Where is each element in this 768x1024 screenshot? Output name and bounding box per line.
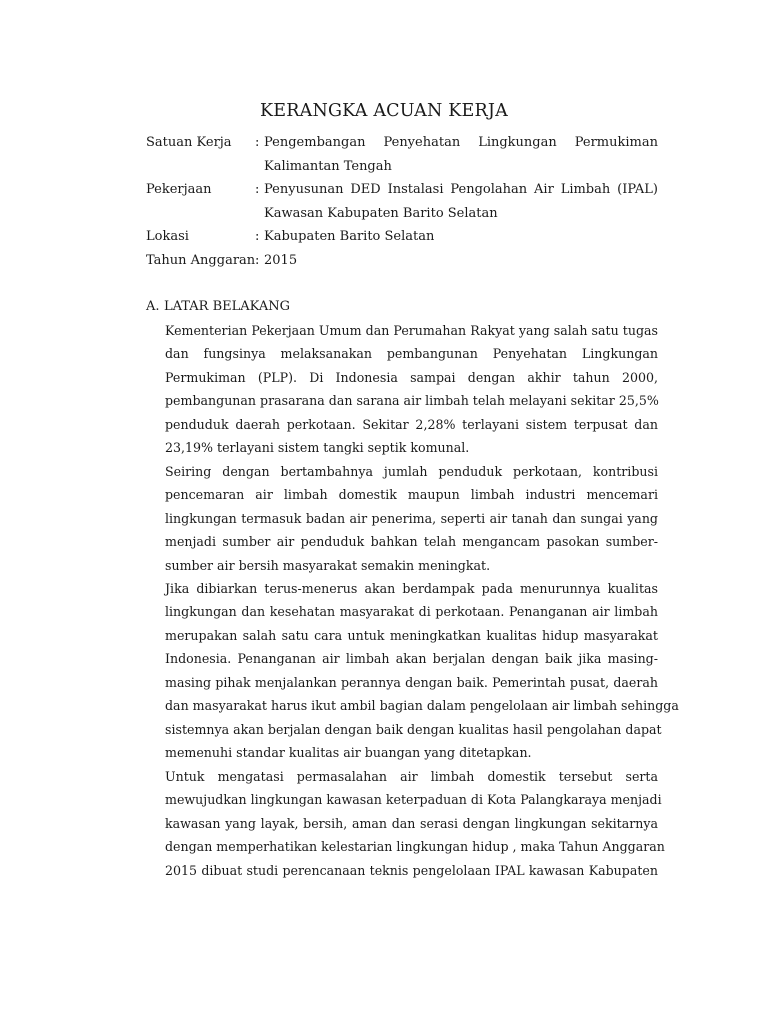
paragraph xyxy=(165,577,679,765)
paragraph-line: mewujudkan lingkungan kawasan keterpaduan di Kota Palangkaraya menjadi xyxy=(165,792,662,808)
paragraph-line: Untuk mengatasi permasalahan air limbah domestik tersebut serta xyxy=(165,769,658,784)
paragraph-line: kawasan yang layak, bersih, aman dan serasi dengan lingkungan sekitarnya xyxy=(165,815,658,831)
paragraph-line: pencemaran air limbah domestik maupun limbah industri mencemari xyxy=(165,487,658,503)
paragraph-line: merupakan salah satu cara untuk meningkatkan kualitas hidup masyarakat xyxy=(165,627,658,643)
paragraph-line: masing pihak menjalankan perannya dengan baik. Pemerintah pusat, daerah xyxy=(165,674,658,690)
paragraph-line: lingkungan termasuk badan air penerima, seperti air tanah dan sungai yang xyxy=(165,510,658,526)
paragraph-line: dengan memperhatikan kelestarian lingkungan hidup , maka Tahun Anggaran xyxy=(165,839,665,855)
meta-value-line: Pengembangan Penyehatan Lingkungan Permukiman xyxy=(264,135,658,150)
meta-value xyxy=(264,131,658,178)
paragraph-line: memenuhi standar kualitas air buangan yang ditetapkan. xyxy=(165,745,532,761)
paragraph-line: Kementerian Pekerjaan Umum dan Perumahan Rakyat yang salah satu tugas xyxy=(165,323,658,338)
meta-label: Tahun Anggaran xyxy=(146,253,256,268)
paragraph-line: penduduk daerah perkotaan. Sekitar 2,28% terlayani sistem terpusat dan xyxy=(165,416,658,432)
meta-value-line: Kawasan Kabupaten Barito Selatan xyxy=(264,205,498,221)
meta-colon: : xyxy=(255,253,260,268)
meta-label: Satuan Kerja xyxy=(146,135,232,150)
meta-value-line: 2015 xyxy=(264,253,298,268)
meta-colon: : xyxy=(255,182,260,197)
meta-label: Pekerjaan xyxy=(146,182,212,197)
meta-value xyxy=(264,178,658,225)
paragraph-line: Permukiman (PLP). Di Indonesia sampai dengan akhir tahun 2000, xyxy=(165,369,658,385)
paragraph-line: sistemnya akan berjalan dengan baik dengan kualitas hasil pengolahan dapat xyxy=(165,721,662,737)
meta-value xyxy=(264,225,658,249)
paragraph xyxy=(165,319,658,460)
meta-colon: : xyxy=(255,135,260,150)
paragraph-line: Jika dibiarkan terus-menerus akan berdampak pada menurunnya kualitas xyxy=(165,581,658,596)
section-heading xyxy=(146,299,290,314)
meta-value xyxy=(264,249,658,273)
meta-value-line: Kabupaten Barito Selatan xyxy=(264,229,435,244)
meta-label: Lokasi xyxy=(146,229,189,244)
paragraph xyxy=(165,765,665,882)
meta-value-line: Penyusunan DED Instalasi Pengolahan Air Limbah (IPAL) xyxy=(264,182,658,197)
paragraph-line: sumber air bersih masyarakat semakin meningkat. xyxy=(165,557,491,573)
paragraph-line: dan fungsinya melaksanakan pembangunan Penyehatan Lingkungan xyxy=(165,346,658,362)
paragraph-line: menjadi sumber air penduduk bahkan telah mengancam pasokan sumber- xyxy=(165,534,658,550)
paragraph-line: dan masyarakat harus ikut ambil bagian dalam pengelolaan air limbah sehingga xyxy=(165,698,679,714)
paragraph-line: Indonesia. Penanganan air limbah akan berjalan dengan baik jika masing- xyxy=(165,651,658,667)
document-title: KERANGKA ACUAN KERJA xyxy=(260,101,508,121)
paragraph-line: lingkungan dan kesehatan masyarakat di perkotaan. Penanganan air limbah xyxy=(165,604,658,620)
section-number: A. xyxy=(146,299,160,314)
paragraph-line: Seiring dengan bertambahnya jumlah penduduk perkotaan, kontribusi xyxy=(165,464,658,479)
paragraph-line: 23,19% terlayani sistem tangki septik komunal. xyxy=(165,440,470,456)
paragraph-line: 2015 dibuat studi perencanaan teknis pengelolaan IPAL kawasan Kabupaten xyxy=(165,862,658,878)
paragraph-line: pembangunan prasarana dan sarana air limbah telah melayani sekitar 25,5% xyxy=(165,393,659,409)
paragraph xyxy=(165,460,658,577)
meta-value-line: Kalimantan Tengah xyxy=(264,158,392,174)
meta-colon: : xyxy=(255,229,260,244)
section-title: LATAR BELAKANG xyxy=(164,299,290,314)
